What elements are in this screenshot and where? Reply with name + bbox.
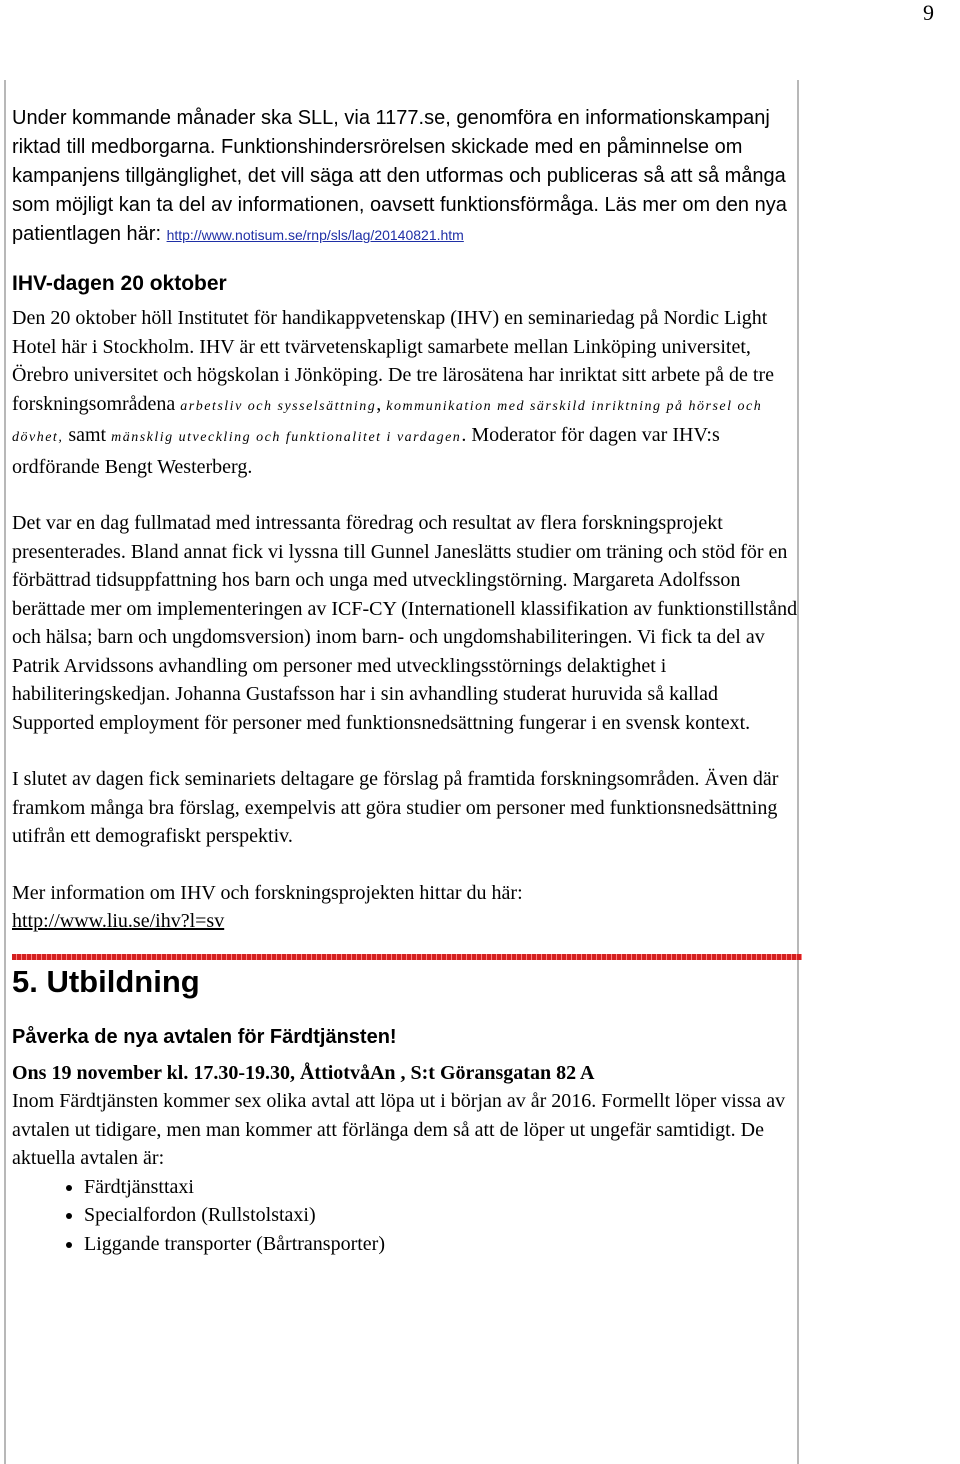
ihv-heading: IHV-dagen 20 oktober bbox=[12, 272, 227, 295]
list-item: • Färdtjänsttaxi bbox=[84, 1173, 802, 1202]
page-content bbox=[12, 104, 802, 1258]
event-details: Ons 19 november kl. 17.30-19.30, ÅttiotvåAn , S:t Göransgatan 82 A bbox=[12, 1061, 595, 1084]
ihv-paragraph-1 bbox=[12, 304, 802, 481]
avtal-list bbox=[12, 1173, 802, 1259]
section-5-heading: 5. Utbildning bbox=[12, 963, 200, 999]
ihv-paragraph-2: Det var en dag fullmatad med intressanta föredrag och resultat av flera forskningsprojekt presenterades. Bland annat fick vi lyssna till Gunnel Janeslätts studier om träning och stöd för en förbättrad tidsuppfattning hos barn och unga med utvecklingstörning. Margareta Adolfsson berättade mer om implementeringen av ICF-CY (Internationell klassifikation av funktionstillstånd och hälsa; barn och ungdomsversion) inom barn- och ungdomshabiliteringen. Vi fick ta del av Patrik Arvidssons avhandling om personer med utvecklingsstörnings delaktighet i habiliteringskedjan. Johanna Gustafsson har i sin avhandling studerat huruvida så kallad Supported employment för personer med funktionsnedsättning fungerar i en svensk kontext. bbox=[12, 512, 798, 734]
ihv-link[interactable]: http://www.liu.se/ihv?l=sv bbox=[12, 910, 225, 932]
left-border bbox=[4, 80, 6, 1464]
list-item: • Liggande transporter (Bårtransporter) bbox=[84, 1230, 802, 1259]
ihv-paragraph-3: I slutet av dagen fick seminariets deltagare ge förslag på framtida forskningsområden. Även där framkom många bra förslag, exempelvis att göra studier om personer med funktionsnedsättning utifrån ett demografiskt perspektiv. bbox=[12, 768, 779, 847]
ihv-p1-text-a: Den 20 oktober höll Institutet för handikappvetenskap (IHV) en seminariedag på Nordic Light Hotel här i Stockholm. IHV är ett tvärvetenskapligt samarbete mellan Linköping universitet, Örebro universitet och högskolan i Jönköping. De tre lärosätena har inriktat sitt arbete på de tre forskningsområdena bbox=[12, 307, 774, 415]
fardtjanst-body: Inom Färdtjänsten kommer sex olika avtal att löpa ut i början av år 2016. Formellt löper vissa av avtalen ut tidigare, men man kommer att förlänga dem så att de löper ut ungefär samtidigt. De aktuella avtalen är: bbox=[12, 1090, 786, 1169]
ihv-p1-text-c: samt bbox=[63, 424, 112, 446]
ihv-more-info-text: Mer information om IHV och forskningsprojekten hittar du här: bbox=[12, 881, 523, 904]
intro-paragraph bbox=[12, 104, 802, 250]
ihv-paragraph-4 bbox=[12, 879, 802, 936]
ihv-p1-italic-3: mänsklig utveckling och funktionalitet i vardagen bbox=[111, 430, 462, 445]
patientlagen-link[interactable]: http://www.notisum.se/rnp/sls/lag/20140821.htm bbox=[166, 227, 464, 243]
page-number: 9 bbox=[923, 0, 934, 25]
section-divider bbox=[12, 954, 802, 960]
list-item: • Specialfordon (Rullstolstaxi) bbox=[84, 1201, 802, 1230]
ihv-p1-text-d: . Moderator för dagen var IHV:s ordförande Bengt Westerberg. bbox=[12, 424, 720, 478]
ihv-p1-italic-2: kommunikation med särskild inriktning på hörsel och dövhet, bbox=[12, 398, 763, 445]
ihv-p1-italic-1: arbetsliv och sysselsättning bbox=[180, 398, 377, 414]
fardtjanst-heading: Påverka de nya avtalen för Färdtjänsten! bbox=[12, 1025, 397, 1048]
ihv-p1-text-b: , bbox=[376, 392, 387, 415]
intro-text: Under kommande månader ska SLL, via 1177.se, genomföra en informationskampanj riktad till medborgarna. Funktionshindersrörelsen skickade med en påminnelse om kampanjens tillgänglighet, det vill säga att den utformas och publiceras så att så många som möjligt kan ta del av informationen, oavsett funktionsförmåga. Läs mer om den nya patientlagen här: bbox=[12, 107, 787, 245]
